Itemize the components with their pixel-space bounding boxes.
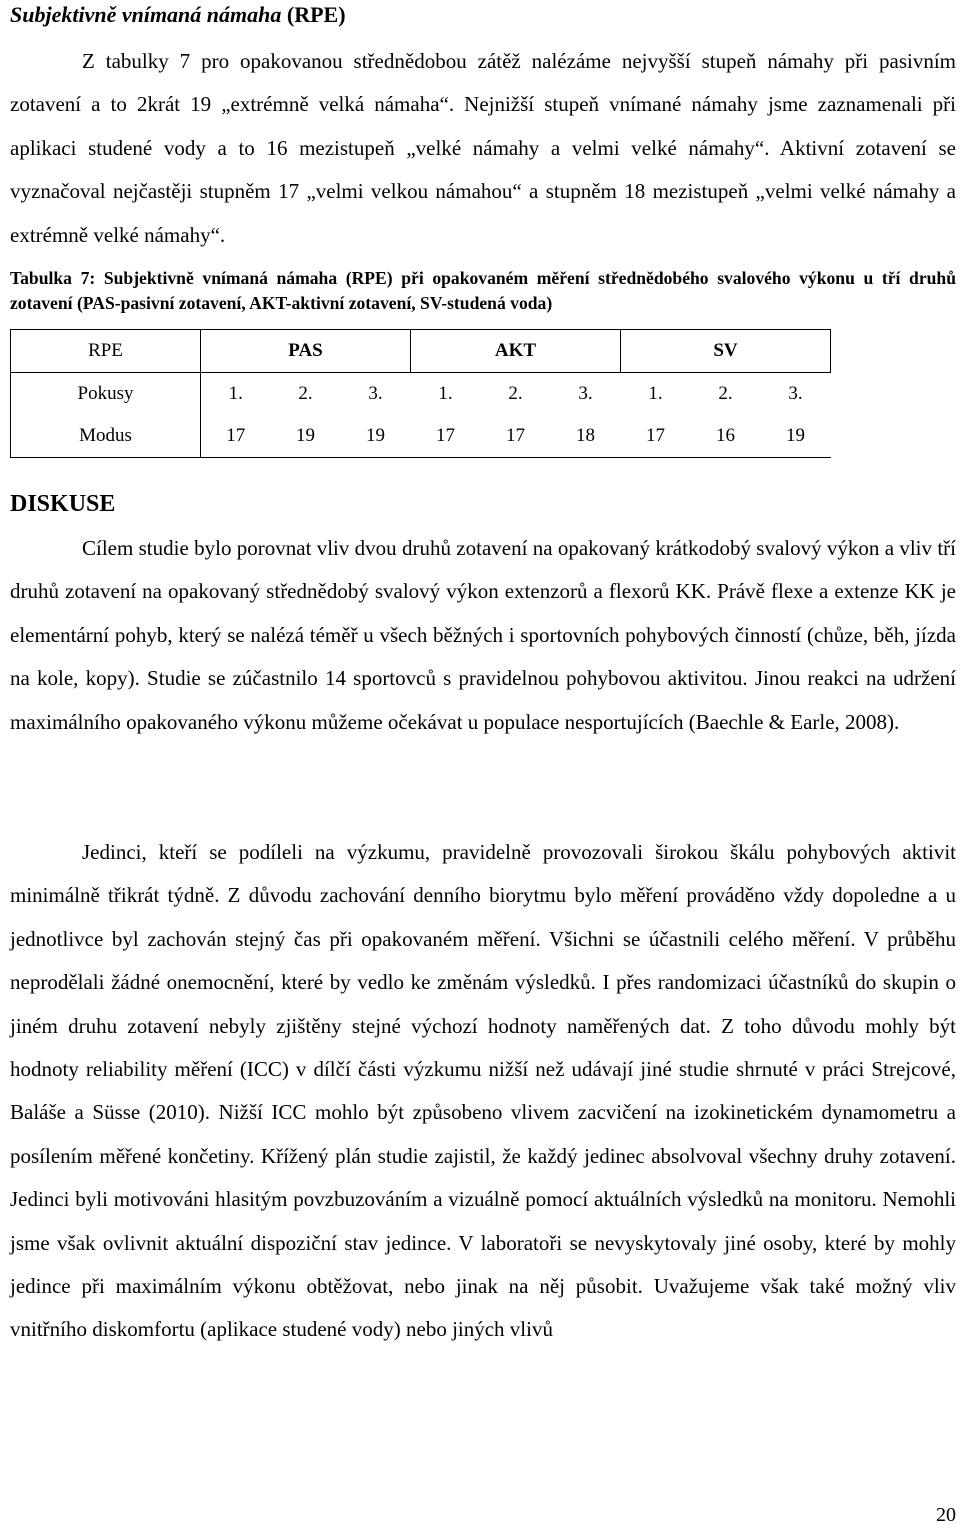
table-cell: 3. bbox=[368, 383, 383, 404]
group-header-akt: AKT bbox=[411, 330, 621, 373]
table-cell: 19 bbox=[761, 415, 831, 458]
diskuse-heading: DISKUSE bbox=[10, 491, 116, 517]
rpe-table bbox=[10, 329, 831, 458]
row-label: Modus bbox=[11, 415, 201, 458]
table-row-modus bbox=[11, 415, 831, 458]
table-cell: 17 bbox=[201, 415, 271, 458]
table-cell: 17 bbox=[621, 415, 691, 458]
table-cell: 19 bbox=[341, 415, 411, 458]
group-header-pas: PAS bbox=[201, 330, 411, 373]
table-cell: 18 bbox=[551, 415, 621, 458]
table-row-pokusy bbox=[11, 373, 831, 416]
group-header-sv: SV bbox=[621, 330, 831, 373]
table-cell: 2. bbox=[298, 383, 313, 404]
table-cell: 19 bbox=[271, 415, 341, 458]
table-cell: 17 bbox=[481, 415, 551, 458]
table-corner-cell: RPE bbox=[11, 330, 201, 373]
diskuse-paragraph-1: Cílem studie bylo porovnat vliv dvou druhů zotavení na opakovaný krátkodobý svalový výkon a vliv tří druhů zotavení na opakovaný střednědobý svalový výkon extenzorů a flexorů KK. Právě flexe a extenze KK je elementární pohyb, který se nalézá téměř u všech běžných i sportovních pohybových činností (chůze, běh, jízda na kole, kopy). Studie se zúčastnilo 14 sportovců s pravidelnou pohybovou aktivitou. Jinou reakci na udržení maximálního opakovaného výkonu můžeme očekávat u populace nesportujících (Baechle & Earle, 2008). bbox=[10, 536, 956, 734]
section-heading-italic-part: Subjektivně vnímaná námaha bbox=[10, 2, 282, 27]
section-heading-suffix: (RPE) bbox=[281, 2, 346, 27]
table-cell: 2. bbox=[718, 383, 733, 404]
table-cell: 1. bbox=[648, 383, 663, 404]
section-heading-rpe bbox=[10, 2, 346, 28]
row-label: Pokusy bbox=[11, 373, 201, 416]
table-cell: 17 bbox=[411, 415, 481, 458]
table-cell: 16 bbox=[691, 415, 761, 458]
table-cell: 3. bbox=[788, 383, 803, 404]
table-cell: 2. bbox=[508, 383, 523, 404]
table-header-row bbox=[11, 330, 831, 373]
page-number: 20 bbox=[936, 1504, 956, 1526]
table-cell: 3. bbox=[578, 383, 593, 404]
table-caption: Tabulka 7: Subjektivně vnímaná námaha (RPE) při opakovaném měření střednědobého svalového výkonu u tří druhů zotavení (PAS-pasivní zotavení, AKT-aktivní zotavení, SV-studená voda) bbox=[10, 268, 956, 313]
table-cell: 1. bbox=[228, 383, 243, 404]
table-cell: 1. bbox=[438, 383, 453, 404]
rpe-paragraph: Z tabulky 7 pro opakovanou střednědobou zátěž nalézáme nejvyšší stupeň námahy při pasivním zotavení a to 2krát 19 „extrémně velká námaha“. Nejnižší stupeň vnímané námahy jsme zaznamenali při aplikaci studené vody a to 16 mezistupeň „velké námahy a velmi velké námahy“. Aktivní zotavení se vyznačoval nejčastěji stupněm 17 „velmi velkou námahou“ a stupněm 18 mezistupeň „velmi velké námahy a extrémně velké námahy“. bbox=[10, 49, 956, 247]
diskuse-paragraph-2: Jedinci, kteří se podíleli na výzkumu, pravidelně provozovali širokou škálu pohybových aktivit minimálně třikrát týdně. Z důvodu zachování denního biorytmu bylo měření prováděno vždy dopoledne a u jednotlivce byl zachován stejný čas při opakovaném měření. Všichni se účastnili celého měření. V průběhu neprodělali žádné onemocnění, které by vedlo ke změnám výsledků. I přes randomizaci účastníků do skupin o jiném druhu zotavení nebyly zjištěny stejné výchozí hodnoty naměřených dat. Z toho důvodu mohly být hodnoty reliability měření (ICC) v dílčí části výzkumu nižší než udávají jiné studie shrnuté v práci Strejcové, Baláše a Süsse (2010). Nižší ICC mohlo být způsobeno vlivem zacvičení na izokinetickém dynamometru a posílením měřené končetiny. Křížený plán studie zajistil, že každý jedinec absolvoval všechny druhy zotavení. Jedinci byli motivováni hlasitým povzbuzováním a vizuálně pomocí aktuálních výsledků na monitoru. Nemohli jsme však ovlivnit aktuální dispoziční stav jedince. V laboratoři se nevyskytovaly jiné osoby, které by mohly jedince při maximálním výkonu obtěžovat, nebo jinak na něj působit. Uvažujeme však také možný vliv vnitřního diskomfortu (aplikace studené vody) nebo jiných vlivů bbox=[10, 840, 956, 1342]
